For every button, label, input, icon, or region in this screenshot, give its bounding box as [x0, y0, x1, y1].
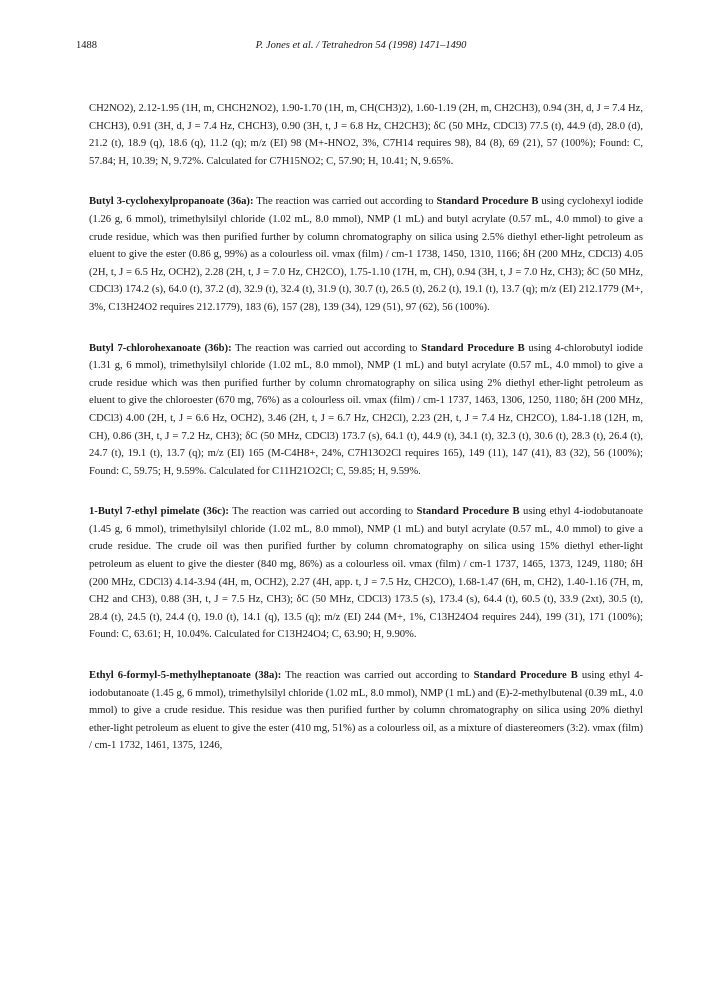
compound-title: 1-Butyl 7-ethyl pimelate (36c):: [89, 506, 229, 518]
procedure-reference: Standard Procedure B: [421, 342, 525, 354]
paragraph-body: CH2NO2), 2.12-1.95 (1H, m, CHCH2NO2), 1.90-1.70 (1H, m, CH(CH3)2), 1.60-1.19 (2H, m, CH2CH3), 0.94 (3H, d, J = 7.4 Hz, CHCH3), 0.91 (3H, d, J = 7.4 Hz, CHCH3), 0.90 (3H, t, J = 6.8 Hz, CH2CH3); δC (50 MHz, CDCl3) 77.5 (t), 44.9 (d), 28.0 (d), 21.2 (t), 18.9 (q), 18.6 (q), 11.2 (q); m/z (EI) 98 (M+-HNO2, 3%, C7H14 requires 98), 84 (8), 69 (21), 57 (100%); Found: C, 57.84; H, 10.39; N, 9.72%. Calculated for C7H15NO2; C, 57.90; H, 10.41; N, 9.65%.: [89, 103, 643, 167]
procedure-reference: Standard Procedure B: [473, 670, 578, 682]
paragraph-intro: The reaction was carried out according to: [231, 342, 422, 354]
paragraph-38a: [89, 667, 643, 755]
compound-title: Ethyl 6-formyl-5-methylheptanoate (38a):: [89, 670, 282, 682]
paragraph-body: using 4-chlorobutyl iodide (1.31 g, 6 mmol), trimethylsilyl chloride (1.02 mL, 8.0 mmol), NMP (1 mL) and butyl acrylate (0.57 mL, 4.0 mmol) to give a crude residue which was then purified further by column chromatography on silica using 2% diethyl ether-light petroleum as eluent to give the chloroester (670 mg, 76%) as a colourless oil. νmax (film) / cm-1 1737, 1463, 1306, 1250, 1180; δH (200 MHz, CDCl3) 4.00 (2H, t, J = 6.6 Hz, OCH2), 3.46 (2H, t, J = 6.7 Hz, CH2Cl), 2.23 (2H, t, J = 7.4 Hz, CH2CO), 1.84-1.18 (12H, m, CH), 0.86 (3H, t, J = 7.2 Hz, CH3); δC (50 MHz, CDCl3) 173.7 (s), 64.1 (t), 44.9 (t), 34.1 (t), 32.3 (t), 30.6 (t), 28.3 (t), 26.4 (t), 24.7 (t), 19.1 (t), 13.7 (q); m/z (EI) 165 (M-C4H8+, 24%, C7H13O2Cl requires 165), 149 (11), 147 (41), 83 (32), 56 (100%); Found: C, 59.75; H, 9.59%. Calculated for C11H21O2Cl; C, 59.85; H, 9.59%.: [89, 342, 644, 477]
running-head: P. Jones et al. / Tetrahedron 54 (1998) 1471–1490: [255, 40, 467, 51]
page-header: [76, 40, 646, 56]
paragraph-intro: The reaction was carried out according to: [253, 196, 437, 208]
procedure-reference: Standard Procedure B: [436, 196, 539, 208]
paragraph-intro: The reaction was carried out according to: [281, 670, 474, 682]
compound-title: Butyl 3-cyclohexylpropanoate (36a):: [89, 196, 254, 208]
procedure-reference: Standard Procedure B: [416, 506, 520, 518]
paragraph-body: using ethyl 4-iodobutanoate (1.45 g, 6 mmol), trimethylsilyl chloride (1.02 mL, 8.0 mmol), NMP (1 mL) and (E)-2-methylbutenal (0.39 mL, 4.0 mmol) to give a crude residue. This residue was then purified further by column chromatography on silica using 20% diethyl ether-light petroleum as eluent to give the ester (410 mg, 51%) as a colourless oil, as a mixture of diastereomers (3:2). νmax (film) / cm-1 1732, 1461, 1375, 1246,: [89, 670, 644, 752]
paragraph-body: using cyclohexyl iodide (1.26 g, 6 mmol), trimethylsilyl chloride (1.02 mL, 8.0 mmol), NMP (1 mL) and butyl acrylate (0.57 mL, 4.0 mmol) to give a crude residue, which was then purified further by column chromatography on silica using 2.5% diethyl ether-light petroleum as eluent to give the ester (0.86 g, 99%) as a colourless oil. νmax (film) / cm-1 1738, 1450, 1310, 1166; δH (200 MHz, CDCl3) 4.05 (2H, t, J = 6.5 Hz, OCH2), 2.28 (2H, t, J = 7.0 Hz, CH2CO), 1.75-1.10 (17H, m, CH), 0.94 (3H, t, J = 7.0 Hz, CH3); δC (50 MHz, CDCl3) 174.2 (s), 64.0 (t), 37.2 (d), 32.9 (t), 32.4 (t), 31.9 (t), 30.7 (t), 26.5 (t), 26.2 (t), 19.1 (t), 13.7 (q); m/z (EI) 212.1779 (M+, 3%, C13H24O2 requires 212.1779), 183 (6), 157 (28), 139 (34), 129 (51), 97 (62), 56 (100%).: [89, 196, 644, 313]
page-number: 1488: [76, 40, 97, 51]
paragraph-36a: [89, 193, 643, 316]
paragraph-intro: The reaction was carried out according to: [228, 506, 417, 518]
paragraph-continuation: [89, 100, 643, 170]
paragraph-36c: [89, 503, 643, 644]
article-body: [89, 100, 643, 778]
compound-title: Butyl 7-chlorohexanoate (36b):: [89, 342, 232, 354]
paragraph-body: using ethyl 4-iodobutanoate (1.45 g, 6 mmol), trimethylsilyl chloride (1.02 mL, 8.0 mmol), NMP (1 mL) and butyl acrylate (0.57 mL, 4.0 mmol) to give a crude residue. The crude oil was then purified further by column chromatography on silica using 15% diethyl ether-light petroleum as eluent to give the diester (840 mg, 86%) as a colourless oil. νmax (film) / cm-1 1737, 1465, 1373, 1249, 1180; δH (200 MHz, CDCl3) 4.14-3.94 (4H, m, OCH2), 2.27 (4H, app. t, J = 7.5 Hz, CH2CO), 1.68-1.47 (6H, m, CH2), 1.40-1.16 (7H, m, CH2 and CH3), 0.88 (3H, t, J = 7.5 Hz, CH3); δC (50 MHz, CDCl3) 173.5 (s), 173.4 (s), 64.4 (t), 60.5 (t), 33.9 (2xt), 30.5 (t), 28.4 (t), 24.5 (t), 24.4 (t), 19.0 (t), 14.1 (q), 13.5 (q); m/z (EI) 244 (M+, 1%, C13H24O4 requires 244), 199 (31), 171 (100%); Found: C, 63.61; H, 10.04%. Calculated for C13H24O4; C, 63.90; H, 9.90%.: [89, 506, 643, 641]
paragraph-36b: [89, 340, 643, 481]
